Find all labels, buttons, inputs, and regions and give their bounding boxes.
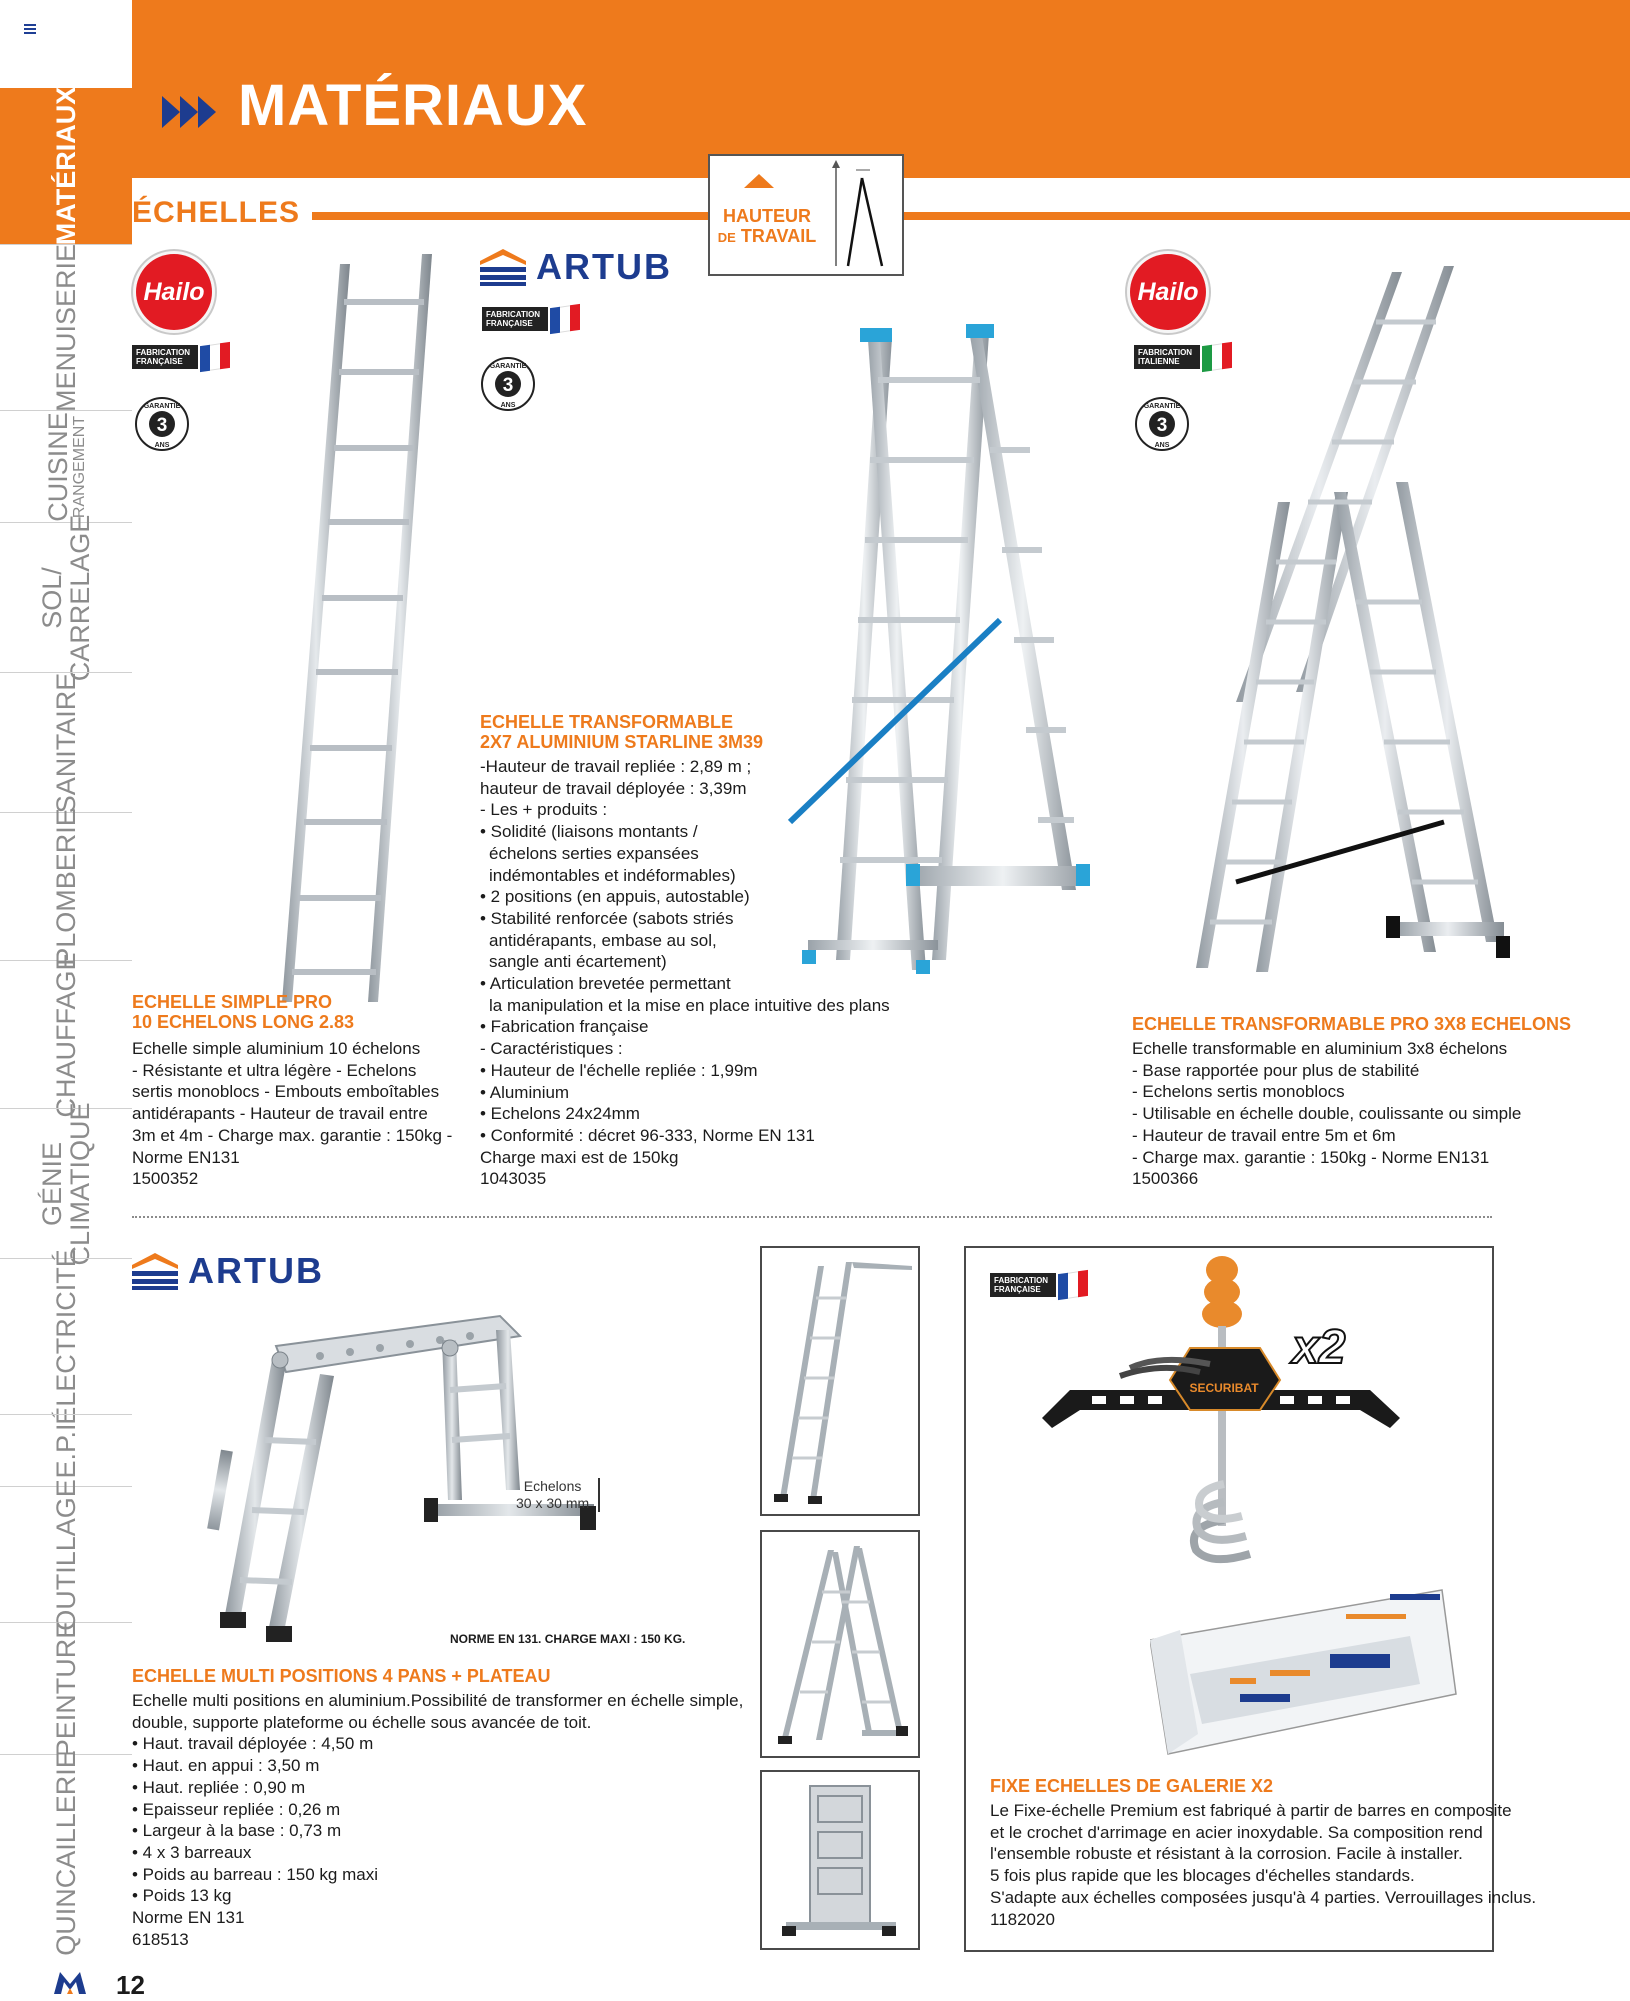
desc-line: • Fabrication française: [480, 1017, 649, 1037]
product-desc-transformable-2x7: [480, 756, 890, 1190]
desc-line: Norme EN131: [132, 1147, 240, 1167]
title-line: ECHELLE TRANSFORMABLE: [480, 712, 733, 732]
badge-line2: FRANÇAISE: [994, 1285, 1041, 1294]
desc-line: indémontables et indéformables): [489, 865, 736, 885]
desc-line: - Charge max. garantie : 150kg - Norme EN131: [1132, 1147, 1490, 1167]
garantie-seal-icon: [480, 356, 536, 412]
sidebar-item-label: GÉNIE: [37, 1141, 67, 1227]
desc-line: Le Fixe-échelle Premium est fabriqué à partir de barres en composite: [990, 1801, 1512, 1820]
desc-line: • 2 positions (en appuis, autostable): [480, 887, 750, 907]
product-title-multi-positions: [132, 1666, 551, 1686]
desc-line: • Hauteur de l'échelle repliée : 1,99m: [480, 1060, 758, 1080]
desc-line: • Haut. en appui : 3,50 m: [132, 1756, 320, 1776]
desc-line: la manipulation et la mise en place intuitive des plans: [489, 995, 890, 1015]
garantie-3-ans-badge: [134, 396, 190, 457]
sidebar-item-quincaillerie[interactable]: [0, 1750, 132, 1956]
desc-line: • Haut. repliée : 0,90 m: [132, 1777, 306, 1797]
svg-text:3: 3: [502, 375, 514, 396]
product-desc-multi-positions: [132, 1690, 743, 1950]
desc-line: • Stabilité renforcée (sabots striés: [480, 908, 734, 928]
sidebar-item-epi[interactable]: [0, 1414, 132, 1487]
svg-text:ANS: ANS: [1154, 442, 1170, 449]
sidebar-item-label: OUTILLAGE: [51, 1479, 81, 1631]
svg-text:GARANTIE: GARANTIE: [143, 403, 181, 410]
desc-line: 5 fois plus rapide que les blocages d'échelles standards.: [990, 1866, 1415, 1886]
desc-line: antidérapants - Hauteur de travail entre: [132, 1104, 428, 1124]
desc-line: antidérapants, embase au sol,: [489, 930, 717, 950]
badge-line1: FABRICATION: [1138, 348, 1193, 357]
menu-icon[interactable]: [24, 24, 36, 36]
desc-line: Charge maxi est de 150kg: [480, 1147, 679, 1167]
section-title: ÉCHELLES: [132, 196, 301, 229]
multi-position-ladder-image: [180, 1290, 690, 1650]
desc-line: - Caractéristiques :: [480, 1039, 623, 1059]
sidebar-item-sublabel: CLIMATIQUE: [65, 1102, 95, 1266]
sidebar-item-label: PEINTURE: [51, 1620, 81, 1758]
sidebar-item-label: PLOMBERIE: [51, 808, 81, 966]
svg-text:SECURIBAT: SECURIBAT: [1189, 1381, 1259, 1395]
caption-pointer: [598, 1478, 600, 1512]
desc-line: -Hauteur de travail repliée : 2,89 m ;: [480, 757, 752, 776]
sidebar-item-genie-climatique[interactable]: [0, 1102, 132, 1266]
page-number: 12: [116, 1970, 145, 2000]
product-desc-fixe-echelles: [990, 1800, 1536, 1930]
badge-line1: FABRICATION: [486, 310, 541, 319]
desc-line: • Aluminium: [480, 1082, 570, 1102]
ladder-height-icon: [826, 158, 896, 270]
sidebar-item-sublabel: CARRELAGE: [65, 514, 95, 682]
artub-logo-icon: [480, 247, 526, 287]
transformable-ladder-3x8-image: [1186, 262, 1516, 982]
desc-line: - Résistante et ultra légère - Echelons: [132, 1060, 417, 1080]
title-line: ECHELLE TRANSFORMABLE PRO 3X8 ECHELONS: [1132, 1014, 1572, 1034]
sidebar-item-plomberie[interactable]: [0, 808, 132, 966]
garantie-seal-icon: [134, 396, 190, 452]
hauteur-de: DE: [717, 230, 736, 245]
product-title-transformable-2x7: [480, 712, 763, 752]
product-ref: 1043035: [480, 1169, 547, 1189]
fabrication-francaise-badge: [132, 342, 230, 372]
desc-line: - Hauteur de travail entre 5m et 6m: [1132, 1125, 1396, 1145]
artub-wordmark: ARTUB: [536, 246, 672, 287]
badge-line2: FRANÇAISE: [486, 319, 533, 328]
garantie-3-ans-badge: [480, 356, 536, 417]
desc-line: • Articulation brevetée permettant: [480, 974, 731, 994]
category-sidebar: [0, 0, 132, 2000]
hailo-logo: Hailo: [136, 254, 212, 330]
config-thumbnail-straight: [760, 1246, 920, 1516]
simple-ladder-image: [280, 250, 440, 1010]
desc-line: - Echelons sertis monoblocs: [1132, 1082, 1345, 1102]
badge-line1: FABRICATION: [136, 348, 191, 357]
sidebar-item-peinture[interactable]: [0, 1620, 132, 1758]
arrow-up-icon: [742, 172, 776, 192]
desc-line: • Haut. travail déployée : 4,50 m: [132, 1734, 374, 1754]
title-line: 2X7 ALUMINIUM STARLINE 3M39: [480, 732, 764, 752]
desc-line: sangle anti écartement): [489, 952, 667, 972]
double-config-image: [762, 1532, 918, 1756]
sidebar-item-label: QUINCAILLERIE: [51, 1750, 81, 1956]
folded-config-image: [762, 1772, 918, 1948]
brand-m-logo-icon: [54, 1972, 86, 1994]
sidebar-item-cuisine[interactable]: [0, 410, 132, 523]
quantity-x2-label: x2: [1292, 1321, 1346, 1374]
desc-line: - Base rapportée pour plus de stabilité: [1132, 1060, 1420, 1080]
desc-line: Echelle transformable en aluminium 3x8 échelons: [1132, 1039, 1508, 1058]
title-line: ECHELLE MULTI POSITIONS 4 PANS + PLATEAU: [132, 1666, 551, 1686]
desc-line: • Poids 13 kg: [132, 1886, 232, 1906]
desc-line: et le crochet d'arrimage en acier inoxydable. Sa composition rend: [990, 1822, 1483, 1842]
garantie-3-ans-badge: [1134, 396, 1190, 457]
sidebar-item-outillage[interactable]: [0, 1479, 132, 1631]
page-title: MATÉRIAUX: [238, 73, 588, 138]
fixe-echelles-image: [1040, 1250, 1420, 1610]
hailo-logo: Hailo: [1130, 254, 1206, 330]
product-ref: 1500352: [132, 1169, 199, 1189]
config-thumbnail-folded: [760, 1770, 920, 1950]
sidebar-item-label: CHAUFFAGE: [51, 952, 81, 1118]
echelons-caption: [516, 1478, 589, 1512]
product-title-fixe-echelles: [990, 1776, 1273, 1796]
badge-line2: ITALIENNE: [1138, 357, 1180, 366]
desc-line: Echelle multi positions en aluminium.Possibilité de transformer en échelle simple,: [132, 1691, 744, 1710]
sidebar-item-sublabel: RANGEMENT: [71, 415, 88, 519]
product-title-simple-pro: [132, 992, 354, 1032]
desc-line: • Poids au barreau : 150 kg maxi: [132, 1864, 378, 1884]
product-desc-simple-pro: [132, 1038, 452, 1190]
straight-config-image: [762, 1248, 918, 1514]
title-line: ECHELLE SIMPLE PRO: [132, 992, 333, 1012]
sidebar-item-materiaux[interactable]: [0, 88, 132, 244]
desc-line: • Solidité (liaisons montants /: [480, 822, 698, 842]
desc-line: - Les + produits :: [480, 800, 608, 820]
svg-text:ANS: ANS: [154, 442, 170, 449]
sidebar-item-electricite[interactable]: [0, 1249, 132, 1425]
sidebar-item-menuiserie[interactable]: [0, 244, 132, 411]
desc-line: 3m et 4m - Charge max. garantie : 150kg -: [132, 1125, 453, 1145]
section-separator: [132, 1216, 1492, 1218]
desc-line: hauteur de travail déployée : 3,39m: [480, 778, 747, 798]
desc-line: sertis monoblocs - Embouts emboîtables: [132, 1082, 440, 1102]
packaging-box-image: [1150, 1584, 1460, 1760]
artub-wordmark: ARTUB: [188, 1250, 324, 1291]
fabrication-francaise-badge: [482, 304, 580, 334]
desc-line: double, supporte plateforme ou échelle sous avancée de toit.: [132, 1712, 592, 1732]
sidebar-item-chauffage[interactable]: [0, 952, 132, 1118]
desc-line: S'adapte aux échelles composées jusqu'à 4 parties. Verrouillages inclus.: [990, 1887, 1537, 1907]
double-arrow-icon: [160, 92, 220, 132]
sidebar-item-label: CUISINE: [43, 412, 73, 522]
artub-logo: [480, 244, 672, 290]
caption-line: Echelons: [523, 1478, 582, 1494]
svg-text:GARANTIE: GARANTIE: [489, 363, 527, 370]
french-flag-icon: [200, 342, 230, 372]
sidebar-item-label: SOL/: [37, 567, 67, 629]
desc-line: - Utilisable en échelle double, coulissante ou simple: [1132, 1104, 1522, 1124]
french-flag-icon: [550, 304, 580, 334]
sidebar-item-sol-carrelage[interactable]: [0, 514, 132, 682]
sidebar-item-label: SANITAIRE: [51, 672, 81, 814]
desc-line: • Echelons 24x24mm: [480, 1104, 640, 1124]
svg-text:GARANTIE: GARANTIE: [1143, 403, 1181, 410]
artub-logo: [132, 1248, 324, 1294]
sidebar-item-label: E.P.I: [51, 1423, 81, 1479]
desc-line: • 4 x 3 barreaux: [132, 1842, 252, 1862]
product-ref: 618513: [132, 1929, 189, 1949]
title-line: FIXE ECHELLES DE GALERIE X2: [990, 1776, 1274, 1796]
product-ref: 1500366: [1132, 1169, 1199, 1189]
desc-line: Norme EN 131: [132, 1908, 245, 1928]
section-divider: [312, 212, 1630, 220]
artub-logo-icon: [132, 1251, 178, 1291]
desc-line: • Conformité : décret 96-333, Norme EN 131: [480, 1125, 815, 1145]
desc-line: échelons serties expansées: [489, 843, 699, 863]
desc-line: l'ensemble robuste et résistant à la corrosion. Facile à installer.: [990, 1844, 1463, 1864]
sidebar-item-label: MENUISERIE: [51, 243, 81, 413]
sidebar-item-label: MATÉRIAUX: [51, 86, 81, 246]
badge-line2: FRANÇAISE: [136, 357, 183, 366]
sidebar-item-sanitaire[interactable]: [0, 672, 132, 813]
product-desc-transformable-3x8: [1132, 1038, 1521, 1190]
svg-text:ANS: ANS: [500, 402, 516, 409]
desc-line: Echelle simple aluminium 10 échelons: [132, 1039, 421, 1058]
config-thumbnail-double: [760, 1530, 920, 1758]
svg-text:3: 3: [1156, 415, 1168, 436]
garantie-seal-icon: [1134, 396, 1190, 452]
hauteur-label: [712, 206, 822, 248]
norme-note: NORME EN 131. CHARGE MAXI : 150 KG.: [450, 1632, 686, 1646]
title-line: 10 ECHELONS LONG 2.83: [132, 1012, 355, 1032]
product-title-transformable-3x8: [1132, 1014, 1571, 1034]
svg-text:3: 3: [156, 415, 168, 436]
desc-line: • Largeur à la base : 0,73 m: [132, 1821, 342, 1841]
sidebar-item-label: ÉLECTRICITÉ: [51, 1249, 81, 1425]
hauteur-line1: HAUTEUR: [723, 206, 811, 226]
badge-line1: FABRICATION: [994, 1276, 1049, 1285]
desc-line: • Epaisseur repliée : 0,26 m: [132, 1799, 341, 1819]
product-ref: 1182020: [990, 1909, 1055, 1929]
caption-line: 30 x 30 mm: [516, 1495, 590, 1511]
hauteur-line2: TRAVAIL: [740, 226, 817, 246]
